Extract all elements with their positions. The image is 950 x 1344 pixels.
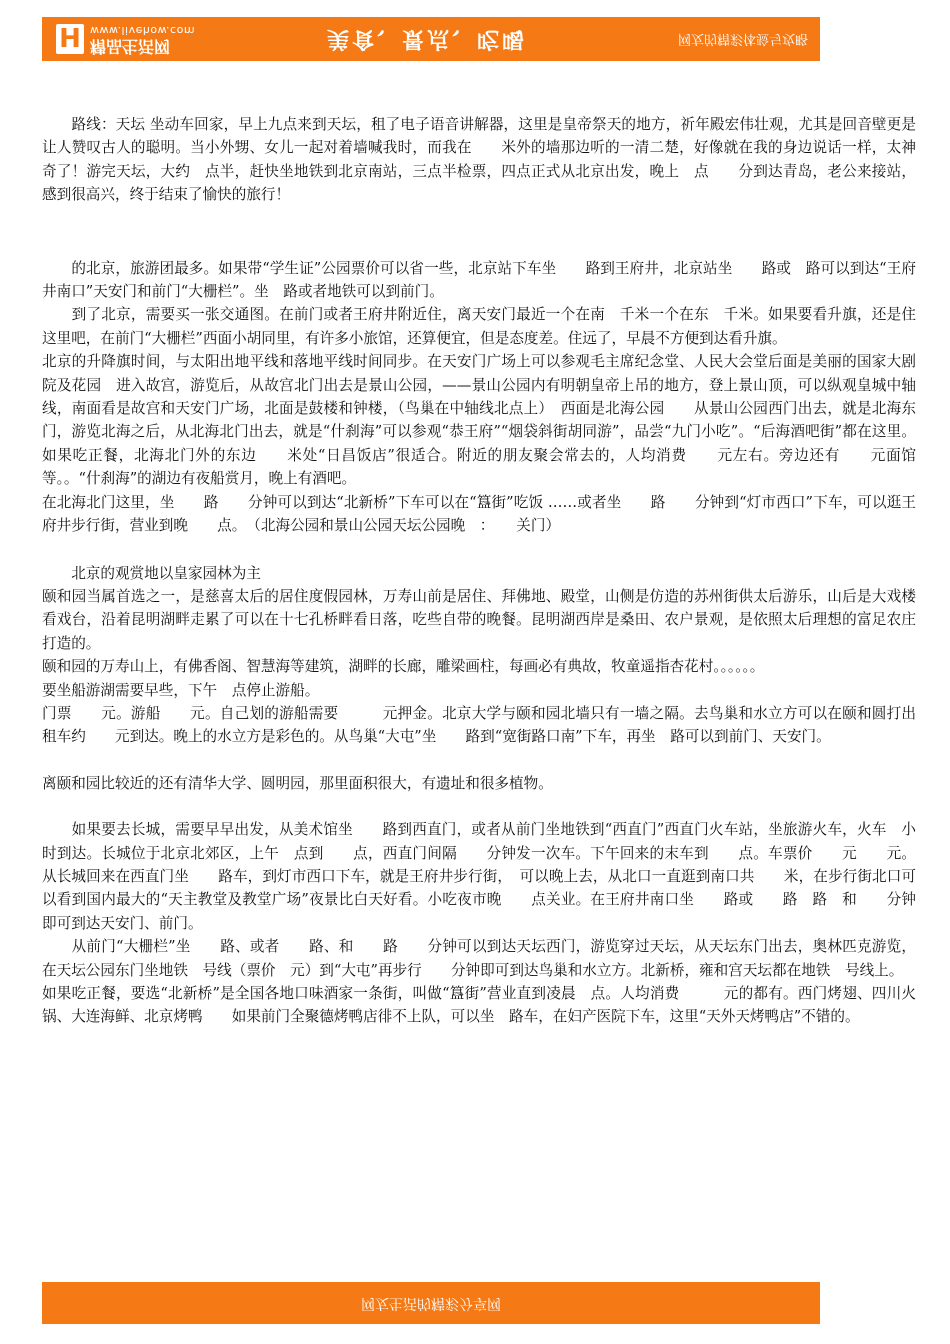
paragraph-great-wall: 如果要去长城，需要早早出发，从美术馆坐 路到西直门，或者从前门坐地铁到“西直门”西直门火车站，坐旅游火车，火车 小时到达。长城位于北京北郊区，上午 点到 点，西直门间隔 分钟发一次车。下午回来的末车到 点。车票价 元 元。 从长城回来在西直门坐 路车，到灯市西口下车，就是王府井步行街， 可以晚上去，从北口一直逛到南口共 米，在步行街北口可以看到国内最大的“天主教堂及教堂广场”夜景比白天好看。小吃夜市晚 点关业。在王府井南口坐 路或 路 路 和 分钟即可到达天安门、前门。 <box>42 821 916 932</box>
paragraph-tickets: 门票 元。游船 元。自己划的游船需要 元押金。北京大学与颐和园北墙只有一墙之隔。去鸟巢和水立方可以在颐和圆打出租车约 元到达。晚上的水立方是彩色的。从鸟巢“大屯”坐 路到“宽街路口南”下车，再坐 路可以到前门、天安门。 <box>42 704 916 746</box>
paragraph-temple: 从前门“大栅栏”坐 路、或者 路、和 路 分钟可以到达天坛西门，游览穿过天坛，从天坛东门出去，奥林匹克游览，在天坛公园东门坐地铁 号线（票价 元）到“大屯”再步行 分钟即可到达鸟巢和水立方。北新桥，雍和宫天坛都在地铁 号线上。 <box>42 938 916 979</box>
site-logo[interactable] <box>56 23 195 55</box>
logo-url: www.livehow.com <box>90 23 196 37</box>
paragraph-nearby: 离颐和园比较近的还有清华大学、圆明园，那里面积很大，有遗址和很多植物。 <box>42 774 553 792</box>
paragraph-wanshou: 颐和园的万寿山上，有佛香阁、智慧海等建筑，湖畔的长廊，雕梁画柱，每画必有典故，牧童遥指杏花村。。。。。。 <box>42 658 765 676</box>
logo-text <box>90 25 195 54</box>
article-body <box>42 113 916 1029</box>
paragraph-boat: 要坐船游湖需要早些，下午 点停止游船。 <box>42 681 320 699</box>
spacer <box>42 207 916 257</box>
paragraph-summer-palace: 颐和园当属首选之一，是慈喜太后的居住度假园林，万寿山前是居住、拜佛地、殿堂，山侧是仿造的苏州街供太后游乐，山后是大戏楼看戏台，沿着昆明湖畔走累了可以在十七孔桥畔看日落，吃些自带的晚餐。昆明湖西岸是桑田、农户景观，是依照太后理想的富足农庄打造的。 <box>42 587 916 652</box>
paragraph-intro: 的北京，旅游团最多。如果带“学生证”公园票价可以省一些，北京站下车坐 路到王府井，北京站坐 路或 路可以到达“王府井南口”天安门和前门“大栅栏”。坐 路或者地铁可以到前门。 <box>42 259 916 301</box>
paragraph-food: 如果吃正餐，要选“北新桥”是全国各地口味酒家一条街，叫做“簋街”营业直到凌晨 点。人均消费 元的都有。西门烤翅、四川火锅、大连海鲜、北京烤鸭 如果前门全聚德烤鸭店徘不上队，可以坐 路车，在妇产医院下车，这里“天外天烤鸭店”不错的。 <box>42 985 916 1026</box>
logo-mark-icon: H <box>56 24 84 54</box>
paragraph-flag: 北京的升降旗时间，与太阳出地平线和落地平线时间同步。在天安门广场上可以参观毛主席纪念堂、人民大会堂后面是美丽的国家大剧院及花园 进入故宫，游览后，从故宫北门出去是景山公园，——景山公园内有明朝皇帝上吊的地方，登上景山顶，可以纵观皇城中轴线，南面看是故宫和天安门广场，北面是鼓楼和钟楼，（鸟巢在中轴线北点上） 西面是北海公园 从景山公园西门出去，就是北海东门，游览北海之后，从北海北门出去，就是“什刹海”可以参观“恭王府”“烟袋斜街胡同游”，品尝“九门小吃”。“后海酒吧街”都在这里。如果吃正餐，北海北门外的东边 米处“日昌饭店”很适合。附近的朋友聚会常去的，人均消费 元左右。旁边还有 元面馆等。。“什刹海”的湖边有夜船赏月，晚上有酒吧。 <box>42 353 916 488</box>
spacer <box>42 538 916 562</box>
spacer <box>42 749 916 772</box>
paragraph-route: 路线：天坛 坐动车回家，早上九点来到天坛，租了电子语音讲解器，这里是皇帝祭天的地方，祈年殿宏伟壮观，尤其是回音壁更是让人赞叹古人的聪明。当小外甥、女儿一起对着墙喊我时，而我在 米外的墙那边听的一清二楚，好像就在我的身边说话一样，太神奇了！游完天坛，大约 点半，赶快坐地铁到北京南站，三点半检票，四点正式从北京出发，晚上 点 分到达青岛，老公来接站，感到很高兴，终于结束了愉快的旅行！ <box>42 116 916 204</box>
banner-slogan: 网友的精彩体验与攻略 <box>677 31 808 46</box>
banner-title: 美食、景点、吃喝 <box>327 26 528 51</box>
footer-banner <box>42 1282 820 1324</box>
spacer <box>42 795 916 818</box>
footer-text: 网友生活的精彩分享网 <box>361 1295 501 1311</box>
header-banner <box>42 17 820 61</box>
logo-name: 精品生活网 <box>90 36 171 56</box>
paragraph-map: 到了北京，需要买一张交通图。在前门或者王府井附近住，离天安门最近一个在南 千米一个在东 千米。如果要看升旗，还是住这里吧，在前门“大栅栏”西面小胡同里，有许多小旅馆，还算便宜，但是态度差。住远了，早晨不方便到达看升旗。 <box>42 306 916 347</box>
section-heading: 北京的观赏地以皇家园林为主 <box>42 564 261 582</box>
paragraph-beihai: 在北海北门这里，坐 路 分钟可以到达“北新桥”下车可以在“簋街”吃饭 ……或者坐 路 分钟到“灯市西口”下车，可以逛王府井步行街，营业到晚 点。 （北海公园和景山公园天坛公园晚 ： 关门） <box>42 493 916 535</box>
